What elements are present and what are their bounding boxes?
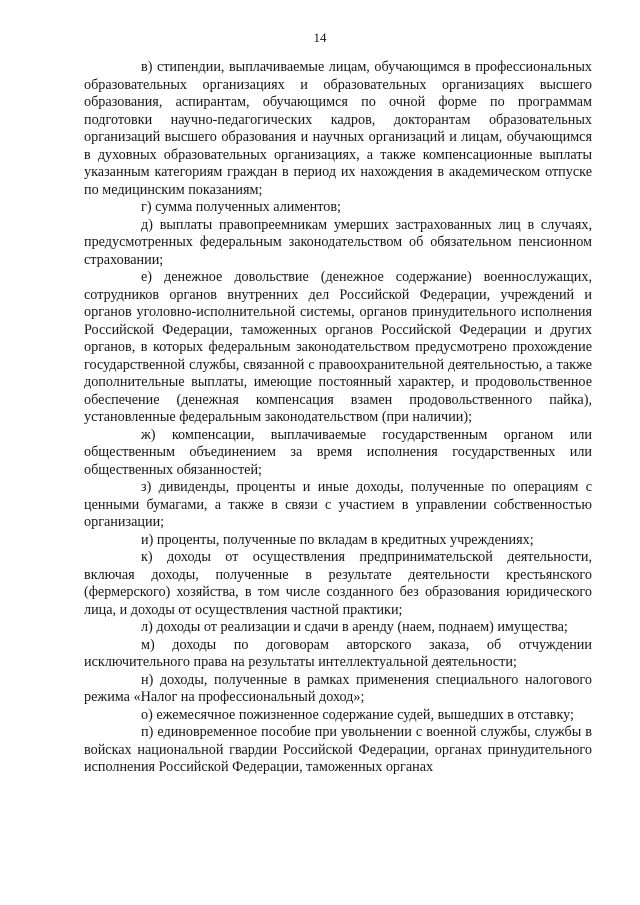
paragraph-z: з) дивиденды, проценты и иные доходы, полученные по операциям с ценными бумагами, а также в связи с участием в управлении собственностью организации; — [84, 479, 592, 530]
paragraph-k: к) доходы от осуществления предпринимательской деятельности, включая доходы, полученные в результате деятельности крестьянского (фермерского) хозяйства, в том числе созданного без образования юридического лица, и доходы от осуществления частной практики; — [84, 549, 592, 618]
paragraph-i: и) проценты, полученные по вкладам в кредитных учреждениях; — [141, 531, 534, 548]
paragraph-o: о) ежемесячное пожизненное содержание судей, вышедших в отставку; — [141, 706, 574, 723]
paragraph-p: п) единовременное пособие при увольнении с военной службы, службы в войсках национальной гвардии Российской Федерации, органах принудительного исполнения Российской Федерации, таможенных органах — [84, 724, 592, 775]
paragraph-v: в) стипендии, выплачиваемые лицам, обучающимся в профессиональных образовательных организациях и образовательных организациях высшего образования, аспирантам, обучающимся по очной форме по программам подготовки научно-педагогических кадров, докторантам образовательных организаций высшего образования и научных организаций и лицам, обучающимся в духовных образовательных организациях, а также компенсационные выплаты указанным категориям граждан в период их нахождения в академическом отпуске по медицинским показаниям; — [84, 59, 592, 198]
paragraph-n: н) доходы, полученные в рамках применения специального налогового режима «Налог на профессиональный доход»; — [84, 671, 592, 705]
page-number: 14 — [313, 30, 327, 45]
paragraph-zh: ж) компенсации, выплачиваемые государственным органом или общественным объединением за время исполнения государственных или общественных обязанностей; — [84, 426, 592, 478]
document-body — [84, 59, 592, 777]
paragraph-e: е) денежное довольствие (денежное содержание) военнослужащих, сотрудников органов внутренних дел Российской Федерации, учреждений и органов уголовно-исполнительной системы, органов принудительного исполнения Российской Федерации, таможенных органов Российской Федерации и других органов, в которых федеральным законодательством предусмотрено прохождение государственной службы, связанной с правоохранительной деятельностью, а также дополнительные выплаты, имеющие постоянный характер, и продовольственное обеспечение (денежная компенсация взамен продовольственного пайка), установленные федеральным законодательством (при наличии); — [84, 269, 592, 425]
paragraph-m: м) доходы по договорам авторского заказа, об отчуждении исключительного права на результаты интеллектуальной деятельности; — [84, 636, 592, 670]
paragraph-l: л) доходы от реализации и сдачи в аренду (наем, поднаем) имущества; — [141, 619, 568, 635]
paragraph-d: д) выплаты правопреемникам умерших застрахованных лиц в случаях, предусмотренных федеральным законодательством об обязательном пенсионном страховании; — [84, 216, 592, 268]
paragraph-g: г) сумма полученных алиментов; — [141, 199, 341, 215]
